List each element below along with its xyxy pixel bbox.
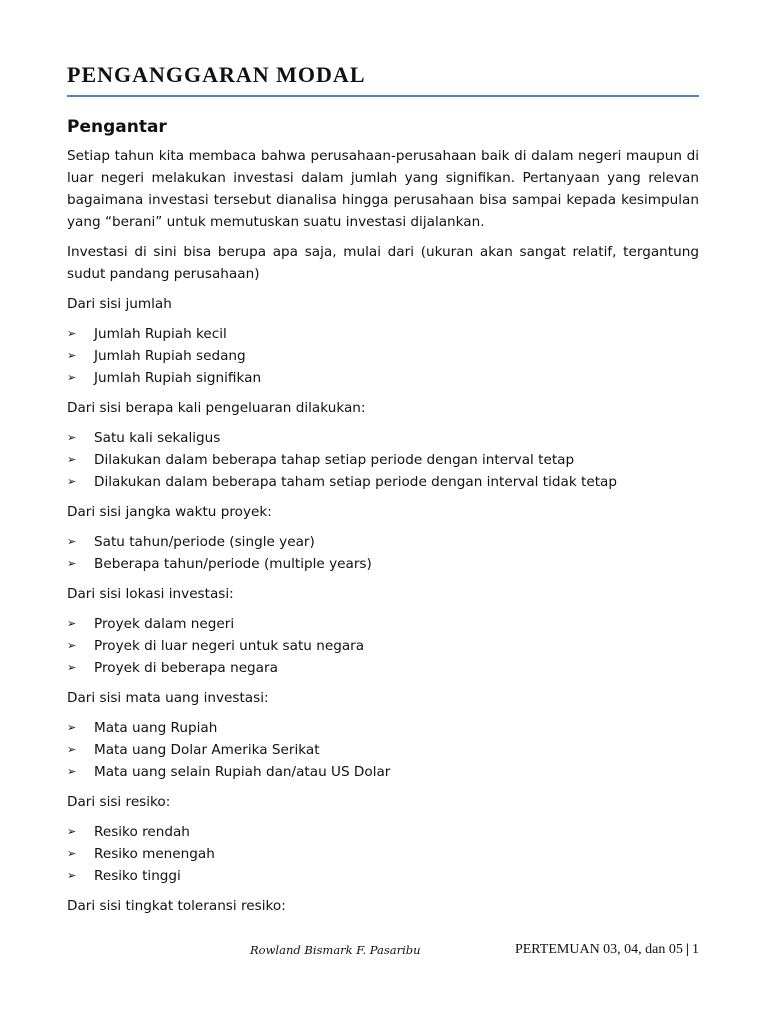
group-duration [67,501,699,575]
arrowhead-bullet-icon: ➢ [67,617,77,630]
list-item-text: Beberapa tahun/periode (multiple years) [94,556,372,572]
arrowhead-bullet-icon: ➢ [67,661,77,674]
arrowhead-bullet-icon: ➢ [67,535,77,548]
list-item-text: Jumlah Rupiah kecil [94,326,227,342]
arrowhead-bullet-icon: ➢ [67,639,77,652]
list-item [67,471,699,493]
list-item [67,367,699,389]
group-amount [67,293,699,389]
footer-meeting: PERTEMUAN 03, 04, dan 05 [514,942,683,957]
document-page [67,62,699,925]
list-item [67,739,699,761]
list-item [67,843,699,865]
page-footer [67,940,699,962]
document-title: PENGANGGARAN MODAL [67,62,699,97]
list-item [67,449,699,471]
group-label: Dari sisi resiko: [67,794,171,810]
group-location [67,583,699,679]
footer-separator: | [685,942,689,957]
list-item [67,531,699,553]
list-item-text: Satu kali sekaligus [94,430,221,446]
bullet-list [67,613,699,679]
page-number: 1 [692,942,699,957]
section-heading: Pengantar [67,117,167,137]
arrowhead-bullet-icon: ➢ [67,453,77,466]
list-item-text: Proyek di beberapa negara [94,660,278,676]
arrowhead-bullet-icon: ➢ [67,475,77,488]
arrowhead-bullet-icon: ➢ [67,349,77,362]
list-item-text: Mata uang selain Rupiah dan/atau US Dolar [94,764,391,780]
list-item [67,345,699,367]
group-currency [67,687,699,783]
arrowhead-bullet-icon: ➢ [67,847,77,860]
list-item-text: Resiko rendah [94,824,190,840]
list-item [67,635,699,657]
arrowhead-bullet-icon: ➢ [67,721,77,734]
group-label: Dari sisi jumlah [67,296,172,312]
arrowhead-bullet-icon: ➢ [67,743,77,756]
group-frequency [67,397,699,493]
group-label: Dari sisi lokasi investasi: [67,586,234,602]
arrowhead-bullet-icon: ➢ [67,765,77,778]
list-item-text: Resiko menengah [94,846,215,862]
list-item [67,865,699,887]
list-item-text: Mata uang Dolar Amerika Serikat [94,742,320,758]
list-item [67,613,699,635]
bullet-list [67,821,699,887]
list-item [67,427,699,449]
bullet-list [67,323,699,389]
list-item [67,323,699,345]
group-label: Dari sisi berapa kali pengeluaran dilakukan: [67,400,366,416]
arrowhead-bullet-icon: ➢ [67,557,77,570]
list-item [67,657,699,679]
list-item-text: Dilakukan dalam beberapa tahap setiap periode dengan interval tetap [94,452,575,468]
list-item [67,761,699,783]
arrowhead-bullet-icon: ➢ [67,869,77,882]
group-label: Dari sisi mata uang investasi: [67,690,269,706]
list-item-text: Dilakukan dalam beberapa taham setiap periode dengan interval tidak tetap [94,474,618,490]
arrowhead-bullet-icon: ➢ [67,431,77,444]
footer-author: Rowland Bismark F. Pasaribu [250,943,421,957]
intro-paragraph: Setiap tahun kita membaca bahwa perusahaan-perusahaan baik di dalam negeri maupun di luar negeri melakukan investasi dalam jumlah yang signifikan. Pertanyaan yang relevan bagaimana investasi tersebut dianalisa hingga perusahaan bisa sampai kepada kesimpulan yang “berani” untuk memutuskan suatu investasi dijalankan. [67,148,699,230]
scope-paragraph: Investasi di sini bisa berupa apa saja, mulai dari (ukuran akan sangat relatif, tergantung sudut pandang perusahaan) [67,244,699,282]
group-label: Dari sisi jangka waktu proyek: [67,504,272,520]
list-item [67,821,699,843]
bullet-list [67,427,699,493]
bullet-list [67,717,699,783]
group-label-risk-tolerance: Dari sisi tingkat toleransi resiko: [67,898,286,914]
group-risk [67,791,699,887]
arrowhead-bullet-icon: ➢ [67,825,77,838]
list-item-text: Proyek di luar negeri untuk satu negara [94,638,365,654]
list-item [67,717,699,739]
list-item [67,553,699,575]
list-item-text: Proyek dalam negeri [94,616,235,632]
list-item-text: Jumlah Rupiah signifikan [94,370,262,386]
list-item-text: Satu tahun/periode (single year) [94,534,315,550]
arrowhead-bullet-icon: ➢ [67,327,77,340]
footer-page-info [515,940,699,960]
list-item-text: Resiko tinggi [94,868,181,884]
list-item-text: Jumlah Rupiah sedang [94,348,246,364]
arrowhead-bullet-icon: ➢ [67,371,77,384]
bullet-list [67,531,699,575]
list-item-text: Mata uang Rupiah [94,720,218,736]
